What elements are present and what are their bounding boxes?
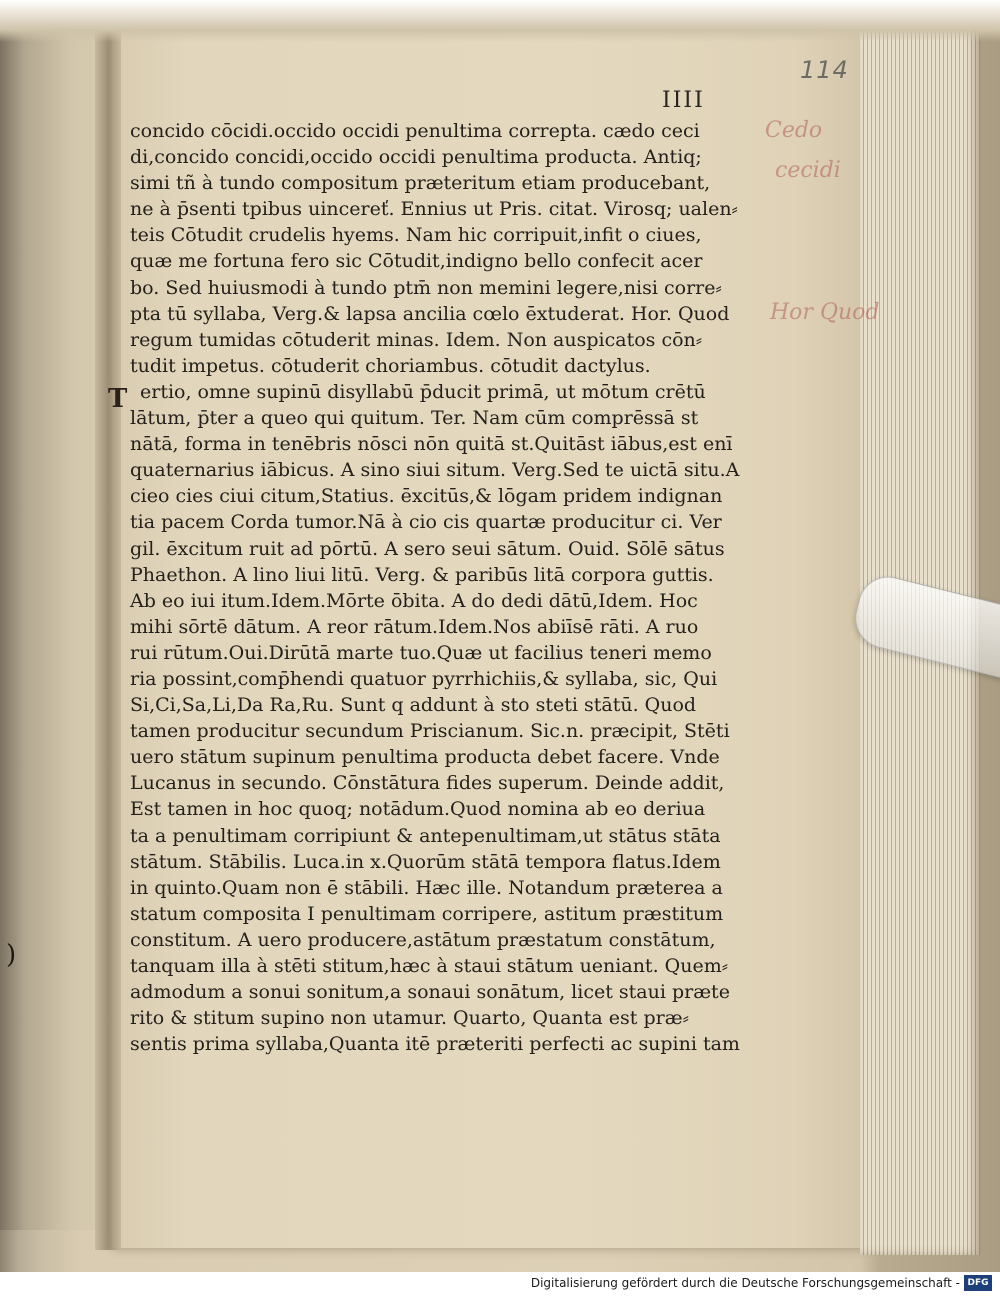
- folio-number: 114: [800, 56, 849, 84]
- text-line: mihi sōrtē dātum. A reor rātum.Idem.Nos abiīsē rāti. A ruo: [130, 615, 699, 638]
- footer-bar: [0, 1272, 1000, 1296]
- margin-note: Hor Quod: [770, 300, 880, 325]
- text-line: ertio, omne supinū disyllabū p̄ducit primā, ut mōtum crētū: [140, 380, 706, 403]
- dfg-logo-icon: DFG: [964, 1275, 992, 1291]
- text-line: Ab eo iui itum.Idem.Mōrte ōbita. A do dedi dātū,Idem. Hoc: [130, 589, 698, 612]
- text-line: ne à p̄senti tpibus uincereť. Ennius ut Pris. citat. Virosq; ualen⸗: [130, 198, 738, 221]
- text-line: concido cōcidi.occido occidi penultima correpta. cædo ceci: [130, 120, 700, 142]
- text-line: Phaethon. A lino liui litū. Verg. & paribūs litā corpora guttis.: [130, 563, 714, 586]
- text-line: ta a penultimam corripiunt & antepenultimam,ut stātus stāta: [130, 824, 721, 847]
- text-line: quæ me fortuna fero sic Cōtudit,indigno bello confecit acer: [130, 250, 703, 273]
- text-line: quaternarius iābicus. A sino siui situm. Verg.Sed te uictā situ.A: [130, 459, 740, 482]
- text-line: ria possint,comp̄hendi quatuor pyrrhichiis,& syllaba, sic, Qui: [130, 667, 718, 690]
- funding-credit: Digitalisierung gefördert durch die Deutsche Forschungsgemeinschaft -: [530, 1276, 960, 1290]
- left-page-edge: [0, 30, 105, 1230]
- text-line: statum composita I penultimam corripere, astitum præstitum: [130, 902, 724, 925]
- text-line: cieo cies ciui citum,Statius. ēxcitūs,& lōgam pridem indignan: [130, 485, 723, 508]
- text-line: tia pacem Corda tumor.Nā à cio cis quartæ producitur ci. Ver: [130, 511, 722, 534]
- book-top-edge: [0, 0, 1000, 42]
- text-line: admodum a sonui sonitum,a sonaui sonātum, licet staui præte: [130, 981, 730, 1004]
- text-line: pta tū syllaba, Verg.& lapsa ancilia cœlo ēxtuderat. Hor. Quod: [130, 302, 730, 325]
- margin-note: cecidi: [775, 158, 841, 183]
- text-line: Est tamen in hoc quoq; notādum.Quod nomina ab eo deriua: [130, 798, 706, 821]
- book-gutter: [95, 10, 121, 1250]
- margin-note: Cedo: [765, 118, 823, 143]
- text-line: Lucanus in secundo. Cōnstātura fides superum. Deinde addit,: [130, 772, 725, 795]
- text-block: [130, 118, 740, 1057]
- left-margin-mark: ): [6, 940, 17, 970]
- text-line: bo. Sed huiusmodi à tundo ptm̄ non memini legere,nisi corre⸗: [130, 276, 722, 299]
- text-line: tanquam illa à stēti stitum,hæc à staui stātum ueniant. Quem⸗: [130, 955, 729, 977]
- text-line: tamen producitur secundum Priscianum. Sic.n. præcipit, Stēti: [130, 720, 730, 743]
- text-line: rito & stitum supino non utamur. Quarto, Quanta est præ⸗: [130, 1007, 689, 1030]
- initial-letter: T: [108, 384, 128, 414]
- text-line: in quinto.Quam non ē stābili. Hæc ille. Notandum præterea a: [130, 876, 723, 899]
- text-line: gil. ēxcitum ruit ad pōrtū. A sero seui sātum. Ouid. Sōlē sātus: [130, 537, 725, 560]
- text-line: simi tñ à tundo compositum præteritum etiam producebant,: [130, 172, 711, 195]
- text-line: constitum. A uero producere,astātum præstatum constātum,: [130, 928, 716, 951]
- text-line: rui rūtum.Oui.Dirūtā marte tuo.Quæ ut facilius teneri memo: [130, 641, 712, 664]
- text-line: teis Cōtudit crudelis hyems. Nam hic corripuit,infit o ciues,: [130, 224, 702, 247]
- text-line: stātum. Stābilis. Luca.in x.Quorūm stātā tempora flatus.Idem: [130, 850, 721, 873]
- text-line: Si,Ci,Sa,Li,Da Ra,Ru. Sunt q addunt à sto steti stātū. Quod: [130, 694, 697, 717]
- text-line: nātā, forma in tenēbris nōsci nōn quitā st.Quitāst iābus,est enī: [130, 433, 733, 456]
- text-line: lātum, p̄ter a queo qui quitum. Ter. Nam cūm comprēssā st: [130, 407, 699, 430]
- text-line: uero stātum supinum penultima producta debet facere. Vnde: [130, 746, 720, 769]
- text-line: regum tumidas cōtuderit minas. Idem. Non auspicatos cōn⸗: [130, 328, 703, 351]
- running-head: IIII: [662, 88, 705, 113]
- text-line: sentis prima syllaba,Quanta itē præteriti perfecti ac supini tam: [130, 1033, 740, 1056]
- text-line: tudit impetus. cōtuderit choriambus. cōtudit dactylus.: [130, 354, 651, 377]
- text-line: di,concido concidi,occido occidi penultima producta. Antiq;: [130, 146, 702, 169]
